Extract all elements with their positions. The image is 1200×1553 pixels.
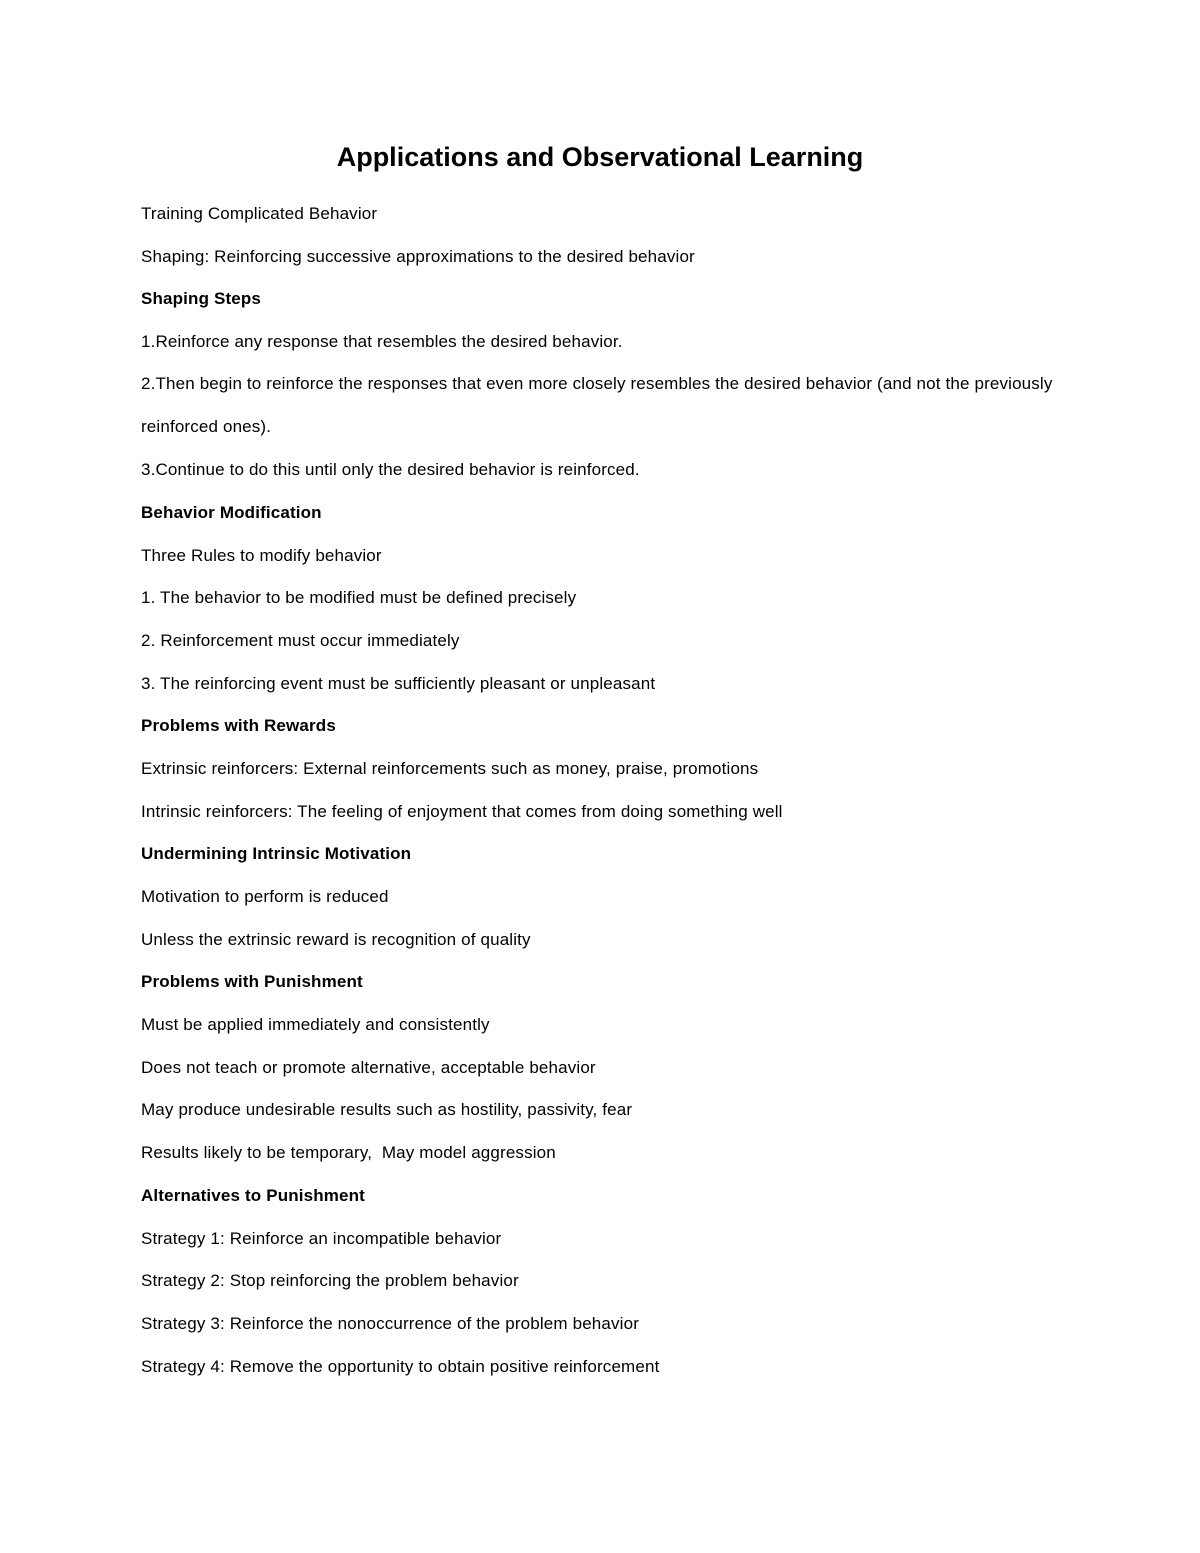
list-item: 1. The behavior to be modified must be defined precisely bbox=[141, 588, 577, 608]
document-title: Applications and Observational Learning bbox=[336, 142, 864, 172]
body-text-line: Strategy 2: Stop reinforcing the problem behavior bbox=[141, 1271, 519, 1291]
body-text-line: Strategy 4: Remove the opportunity to obtain positive reinforcement bbox=[141, 1356, 660, 1376]
body-text-line: Training Complicated Behavior bbox=[141, 204, 378, 223]
list-item: 3. The reinforcing event must be sufficiently pleasant or unpleasant bbox=[141, 673, 656, 693]
body-text-line: Shaping: Reinforcing successive approximations to the desired behavior bbox=[141, 246, 695, 266]
body-text-line: Results likely to be temporary, May model aggression bbox=[141, 1143, 556, 1163]
body-text-line: Does not teach or promote alternative, acceptable behavior bbox=[141, 1057, 596, 1077]
section-heading-behavior-modification: Behavior Modification bbox=[141, 502, 322, 522]
body-text-line: Unless the extrinsic reward is recognition of quality bbox=[141, 929, 531, 949]
body-text-line: Extrinsic reinforcers: External reinforcements such as money, praise, promotions bbox=[141, 758, 759, 778]
body-text-line: Strategy 1: Reinforce an incompatible behavior bbox=[141, 1228, 502, 1248]
list-item: 1.Reinforce any response that resembles the desired behavior. bbox=[141, 332, 623, 352]
section-heading-problems-with-punishment: Problems with Punishment bbox=[141, 972, 363, 992]
section-heading-problems-with-rewards: Problems with Rewards bbox=[141, 716, 336, 736]
document-body bbox=[141, 200, 1061, 1395]
list-item: 2. Reinforcement must occur immediately bbox=[141, 630, 460, 650]
list-item: 3.Continue to do this until only the desired behavior is reinforced. bbox=[141, 460, 640, 480]
body-text-line: May produce undesirable results such as hostility, passivity, fear bbox=[141, 1100, 633, 1120]
body-text-line: Strategy 3: Reinforce the nonoccurrence of the problem behavior bbox=[141, 1313, 640, 1333]
body-text-line: Three Rules to modify behavior bbox=[141, 545, 382, 565]
body-text-line: Must be applied immediately and consistently bbox=[141, 1015, 490, 1035]
section-heading-undermining-intrinsic-motivation: Undermining Intrinsic Motivation bbox=[141, 844, 412, 864]
body-text-line: Intrinsic reinforcers: The feeling of enjoyment that comes from doing something well bbox=[141, 801, 783, 821]
list-item: 2.Then begin to reinforce the responses that even more closely resembles the desired behavior (and not the previously reinforced ones). bbox=[141, 373, 1053, 436]
body-text-line: Motivation to perform is reduced bbox=[141, 887, 389, 907]
section-heading-shaping-steps: Shaping Steps bbox=[141, 289, 262, 309]
section-heading-alternatives-to-punishment: Alternatives to Punishment bbox=[141, 1185, 365, 1205]
